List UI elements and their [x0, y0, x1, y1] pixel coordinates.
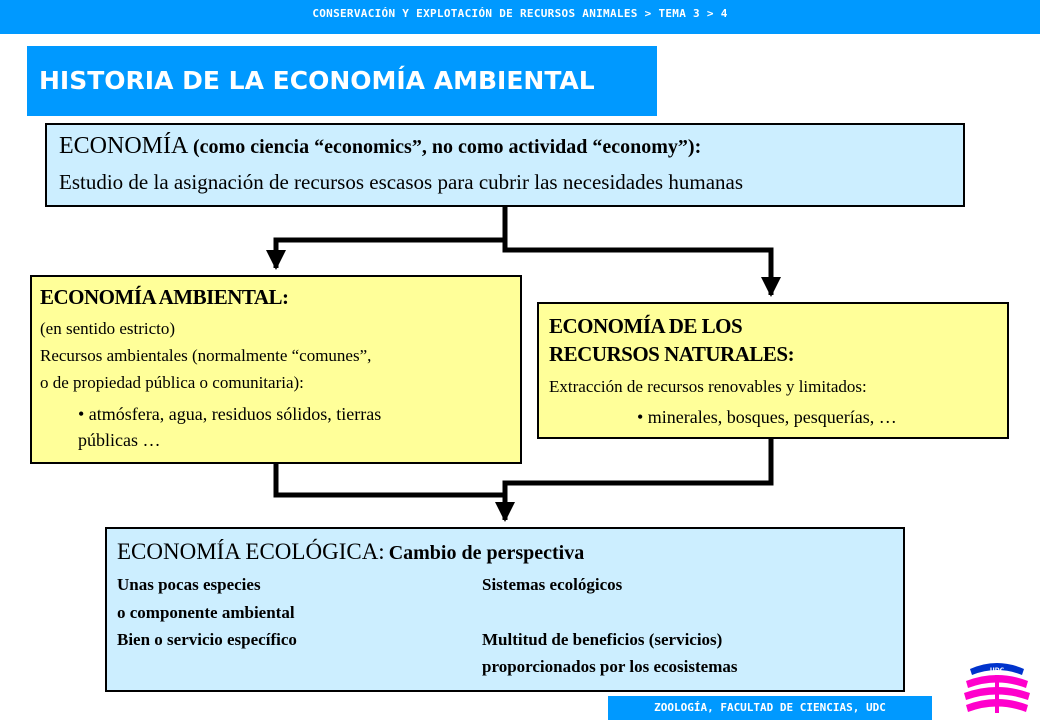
ecologica-row2-left: o componente ambiental	[117, 603, 295, 622]
ecologica-row1-left: Unas pocas especies	[117, 575, 261, 594]
footer-bar	[608, 696, 932, 720]
naturales-heading-2: RECURSOS NATURALES:	[549, 342, 795, 366]
naturales-line2: • minerales, bosques, pesquerías, …	[637, 407, 897, 427]
connector-bottom-left	[276, 462, 505, 495]
naturales-heading-1: ECONOMÍA DE LOS	[549, 314, 743, 338]
breadcrumb: CONSERVACIÓN Y EXPLOTACIÓN DE RECURSOS ANIMALES > TEMA 3 > 4	[312, 7, 728, 20]
naturales-line1: Extracción de recursos renovables y limitados:	[549, 377, 867, 396]
udc-logo-icon	[962, 655, 1032, 717]
recursos-naturales-box	[537, 302, 1009, 439]
ecologica-row3-right: Multitud de beneficios (servicios)	[482, 630, 723, 649]
ecologica-row3-left: Bien o servicio específico	[117, 630, 297, 649]
ecologica-row1-right: Sistemas ecológicos	[482, 575, 623, 594]
connector-top-left	[276, 205, 505, 268]
udc-logo-text: UDC	[989, 667, 1005, 674]
connector-bottom-right	[505, 438, 771, 520]
ecologica-subheading: Cambio de perspectiva	[388, 542, 585, 564]
ambiental-line2: Recursos ambientales (normalmente “comunes”,	[40, 346, 372, 365]
ambiental-line4: • atmósfera, agua, residuos sólidos, tierras	[78, 404, 382, 424]
economia-heading: ECONOMÍA	[59, 133, 188, 159]
connector-top-right	[505, 240, 771, 295]
ecologica-row4-right: proporcionados por los ecosistemas	[482, 657, 738, 676]
economia-ecologica-box	[105, 527, 905, 692]
footer-text: ZOOLOGÍA, FACULTAD DE CIENCIAS, UDC	[654, 701, 886, 714]
economia-heading-note: (como ciencia “economics”, no como actividad “economy”):	[193, 136, 702, 158]
ambiental-line5: públicas …	[78, 430, 161, 450]
ambiental-line3: o de propiedad pública o comunitaria):	[40, 373, 304, 392]
ambiental-heading: ECONOMÍA AMBIENTAL:	[40, 285, 289, 309]
economia-definition: Estudio de la asignación de recursos escasos para cubrir las necesidades humanas	[59, 170, 744, 194]
economia-box	[45, 123, 965, 207]
economia-ambiental-box	[30, 275, 522, 464]
ecologica-heading: ECONOMÍA ECOLÓGICA:	[117, 539, 385, 564]
page-title: HISTORIA DE LA ECONOMÍA AMBIENTAL	[39, 66, 595, 95]
ambiental-line1: (en sentido estricto)	[40, 319, 176, 338]
